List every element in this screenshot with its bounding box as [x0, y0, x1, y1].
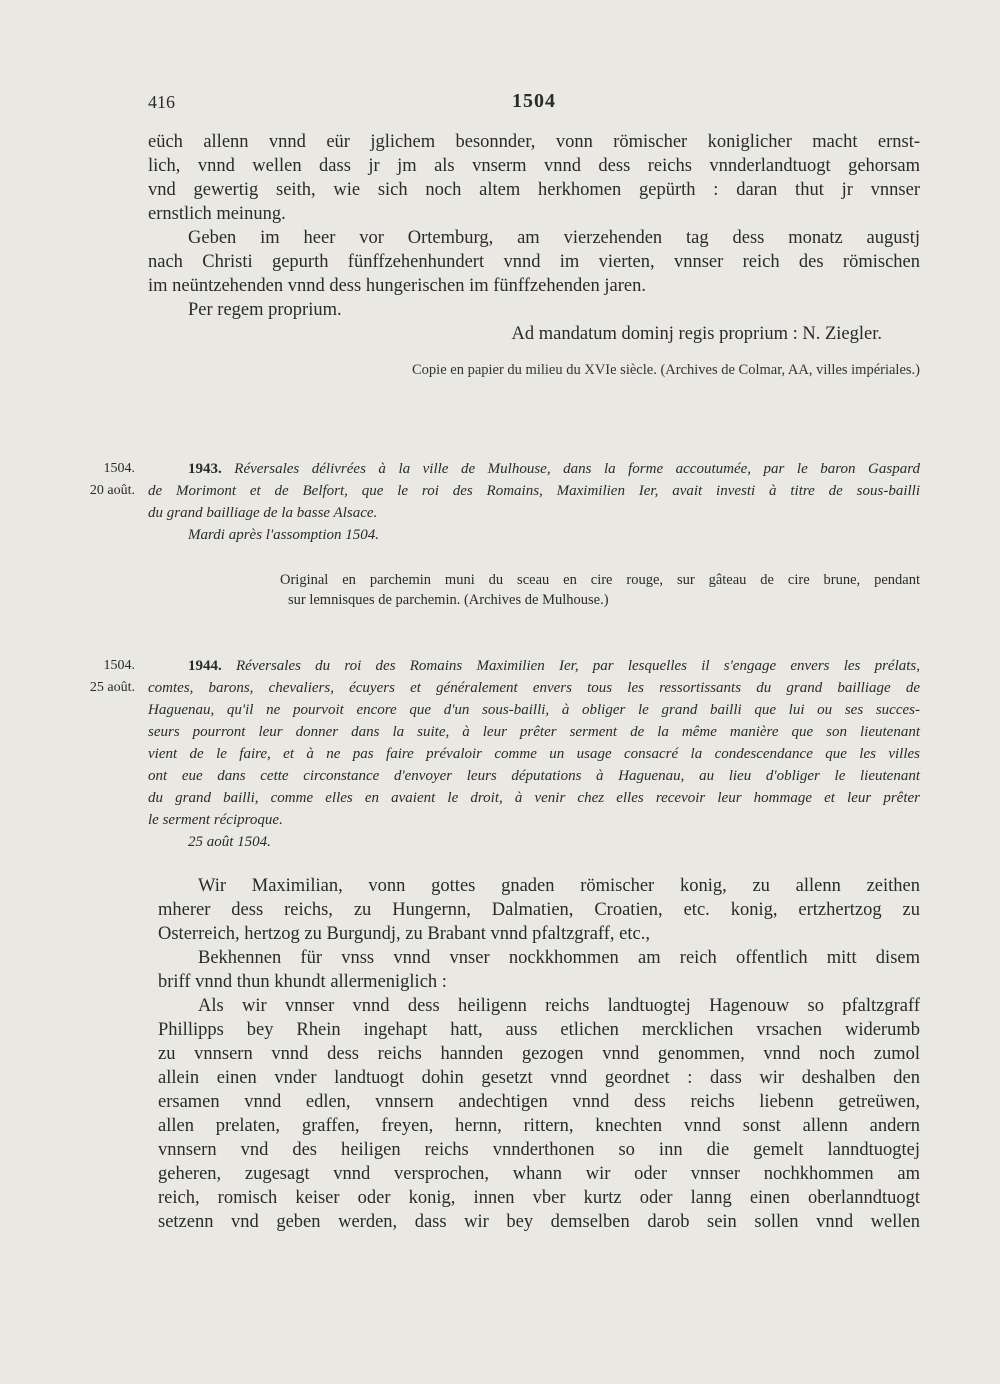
text-line: vnnsern vnd des heiligen reichs vnnderthonen so inn die gemelt lanndtuogtej	[158, 1140, 920, 1160]
entry-date: 25 août 1504.	[188, 834, 271, 850]
regest-line: Haguenau, qu'il ne pourvoit encore que d'un sous-bailli, à obliger le grand bailli que lui ou ses succes-	[148, 702, 920, 718]
page-header	[148, 92, 920, 122]
entry-1943	[148, 458, 920, 546]
per-regem: Per regem proprium.	[188, 300, 342, 320]
margin-day: 25 août.	[89, 680, 135, 695]
regest-line: ont eue dans cette circonstance d'envoyer leurs députations à Haguenau, au lieu d'obliger le lieutenant	[148, 768, 920, 784]
text-line: Phillipps bey Rhein ingehapt hatt, auss etlichen mercklichen vrsachen widerumb	[158, 1020, 920, 1040]
page-number: 416	[148, 92, 175, 112]
regest-line: vient de le faire, et à ne pas faire prévaloir comme un usage consacré la condescendance que les villes	[148, 746, 920, 762]
regest-line: 1944. Réversales du roi des Romains Maximilien Ier, par lesquelles il s'engage envers les prélats,	[188, 658, 921, 674]
regest-line: le serment réciproque.	[148, 812, 283, 828]
margin-year: 1504.	[103, 658, 135, 673]
text-line: ernstlich meinung.	[148, 204, 286, 224]
regest-line: seurs pourront leur donner dans la suite, à leur prêter serment de la même manière que son lieutenant	[148, 724, 920, 740]
entry-number: 1944.	[188, 658, 222, 674]
text-line: lich, vnnd wellen dass jr jm als vnserm vnnd dess reichs vnnderlandtuogt gehorsam	[148, 156, 920, 176]
text-line: nach Christi gepurth fünffzehenhundert vnnd im vierten, vnnser reich des römischen	[148, 252, 920, 272]
regest-line: du grand bailliage de la basse Alsace.	[148, 505, 378, 521]
text-line: im neüntzehenden vnnd dess hungerischen im fünffzehenden jaren.	[148, 276, 646, 296]
charter-text-block	[158, 874, 920, 1234]
margin-date-1943	[0, 458, 135, 502]
source-note-1943: Original en parchemin muni du sceau en cire rouge, sur gâteau de cire brune, pendant sur lemnisques de parchemin. (Archives de Mulhouse.)	[280, 572, 920, 608]
regest-line: comtes, barons, chevaliers, écuyers et généralement envers tous les ressortissants du grand bailliage de	[148, 680, 920, 696]
entry-number: 1943.	[188, 461, 222, 477]
text-line: eüch allenn vnnd eür jglichem besonnder, vonn römischer koniglicher macht ernst-	[148, 132, 920, 152]
text-line: Osterreich, hertzog zu Burgundj, zu Brabant vnnd pfaltzgraff, etc.,	[158, 924, 650, 944]
margin-date-1944	[0, 655, 135, 699]
text-line: zu vnnsern vnnd dess reichs hannden gezogen vnnd genommen, vnnd noch zumol	[158, 1044, 920, 1064]
margin-day: 20 août.	[89, 483, 135, 498]
text-line: allen prelaten, graffen, freyen, hernn, rittern, knechten vnnd sonst allenn andern	[158, 1116, 920, 1136]
source-note: Copie en papier du milieu du XVIe siècle. (Archives de Colmar, AA, villes impériales.)	[412, 362, 920, 378]
regest-line: de Morimont et de Belfort, que le roi des Romains, Maximilien Ier, avait investi à titre de sous-bailli	[148, 483, 920, 499]
text-line: vnd gewertig seith, wie sich noch altem herkhomen gepürth : daran thut jr vnnser	[148, 180, 920, 200]
text-line: reich, romisch keiser oder konig, innen vber kurtz oder lanng einen oberlanndtuogt	[158, 1188, 920, 1208]
text-line: Wir Maximilian, vonn gottes gnaden römischer konig, zu allenn zeithen	[198, 876, 920, 896]
entry-date: Mardi après l'assomption 1504.	[188, 527, 379, 543]
text-line: allein einen vnder landtuogt dohin gesetzt vnnd geordnet : dass wir deshalben den	[158, 1068, 920, 1088]
running-year: 1504	[512, 90, 556, 112]
text-line: mherer dess reichs, zu Hungernn, Dalmatien, Croatien, etc. konig, ertzhertzog zu	[158, 900, 920, 920]
top-text-block	[148, 130, 920, 380]
text-line: Bekhennen für vnss vnnd vnser nockkhommen am reich offentlich mitt disem	[198, 948, 920, 968]
text-line: briff vnnd thun khundt allermeniglich :	[158, 972, 447, 992]
text-line: ersamen vnnd edlen, vnnsern andechtigen vnnd dess reichs liebenn getreüwen,	[158, 1092, 920, 1112]
margin-year: 1504.	[103, 461, 135, 476]
regest-line: du grand bailli, comme elles en avaient le droit, à venir chez elles recevoir leur hommage et leur prêter	[148, 790, 920, 806]
entry-1944	[148, 655, 920, 853]
regest-line: 1943. Réversales délivrées à la ville de Mulhouse, dans la forme accoutumée, par le baron Gaspard	[188, 461, 920, 477]
text-line: Als wir vnnser vnnd dess heiligenn reichs landtuogtej Hagenouw so pfaltzgraff	[198, 996, 920, 1016]
text-line: geheren, zugesagt vnnd versprochen, whann wir oder vnnser nochkhommen am	[158, 1164, 920, 1184]
text-line: setzenn vnd geben werden, dass wir bey demselben darob sein sollen vnnd wellen	[158, 1212, 920, 1232]
mandatum-signature: Ad mandatum dominj regis proprium : N. Ziegler.	[511, 324, 882, 344]
text-line: Geben im heer vor Ortemburg, am vierzehenden tag dess monatz augustj	[188, 228, 920, 248]
